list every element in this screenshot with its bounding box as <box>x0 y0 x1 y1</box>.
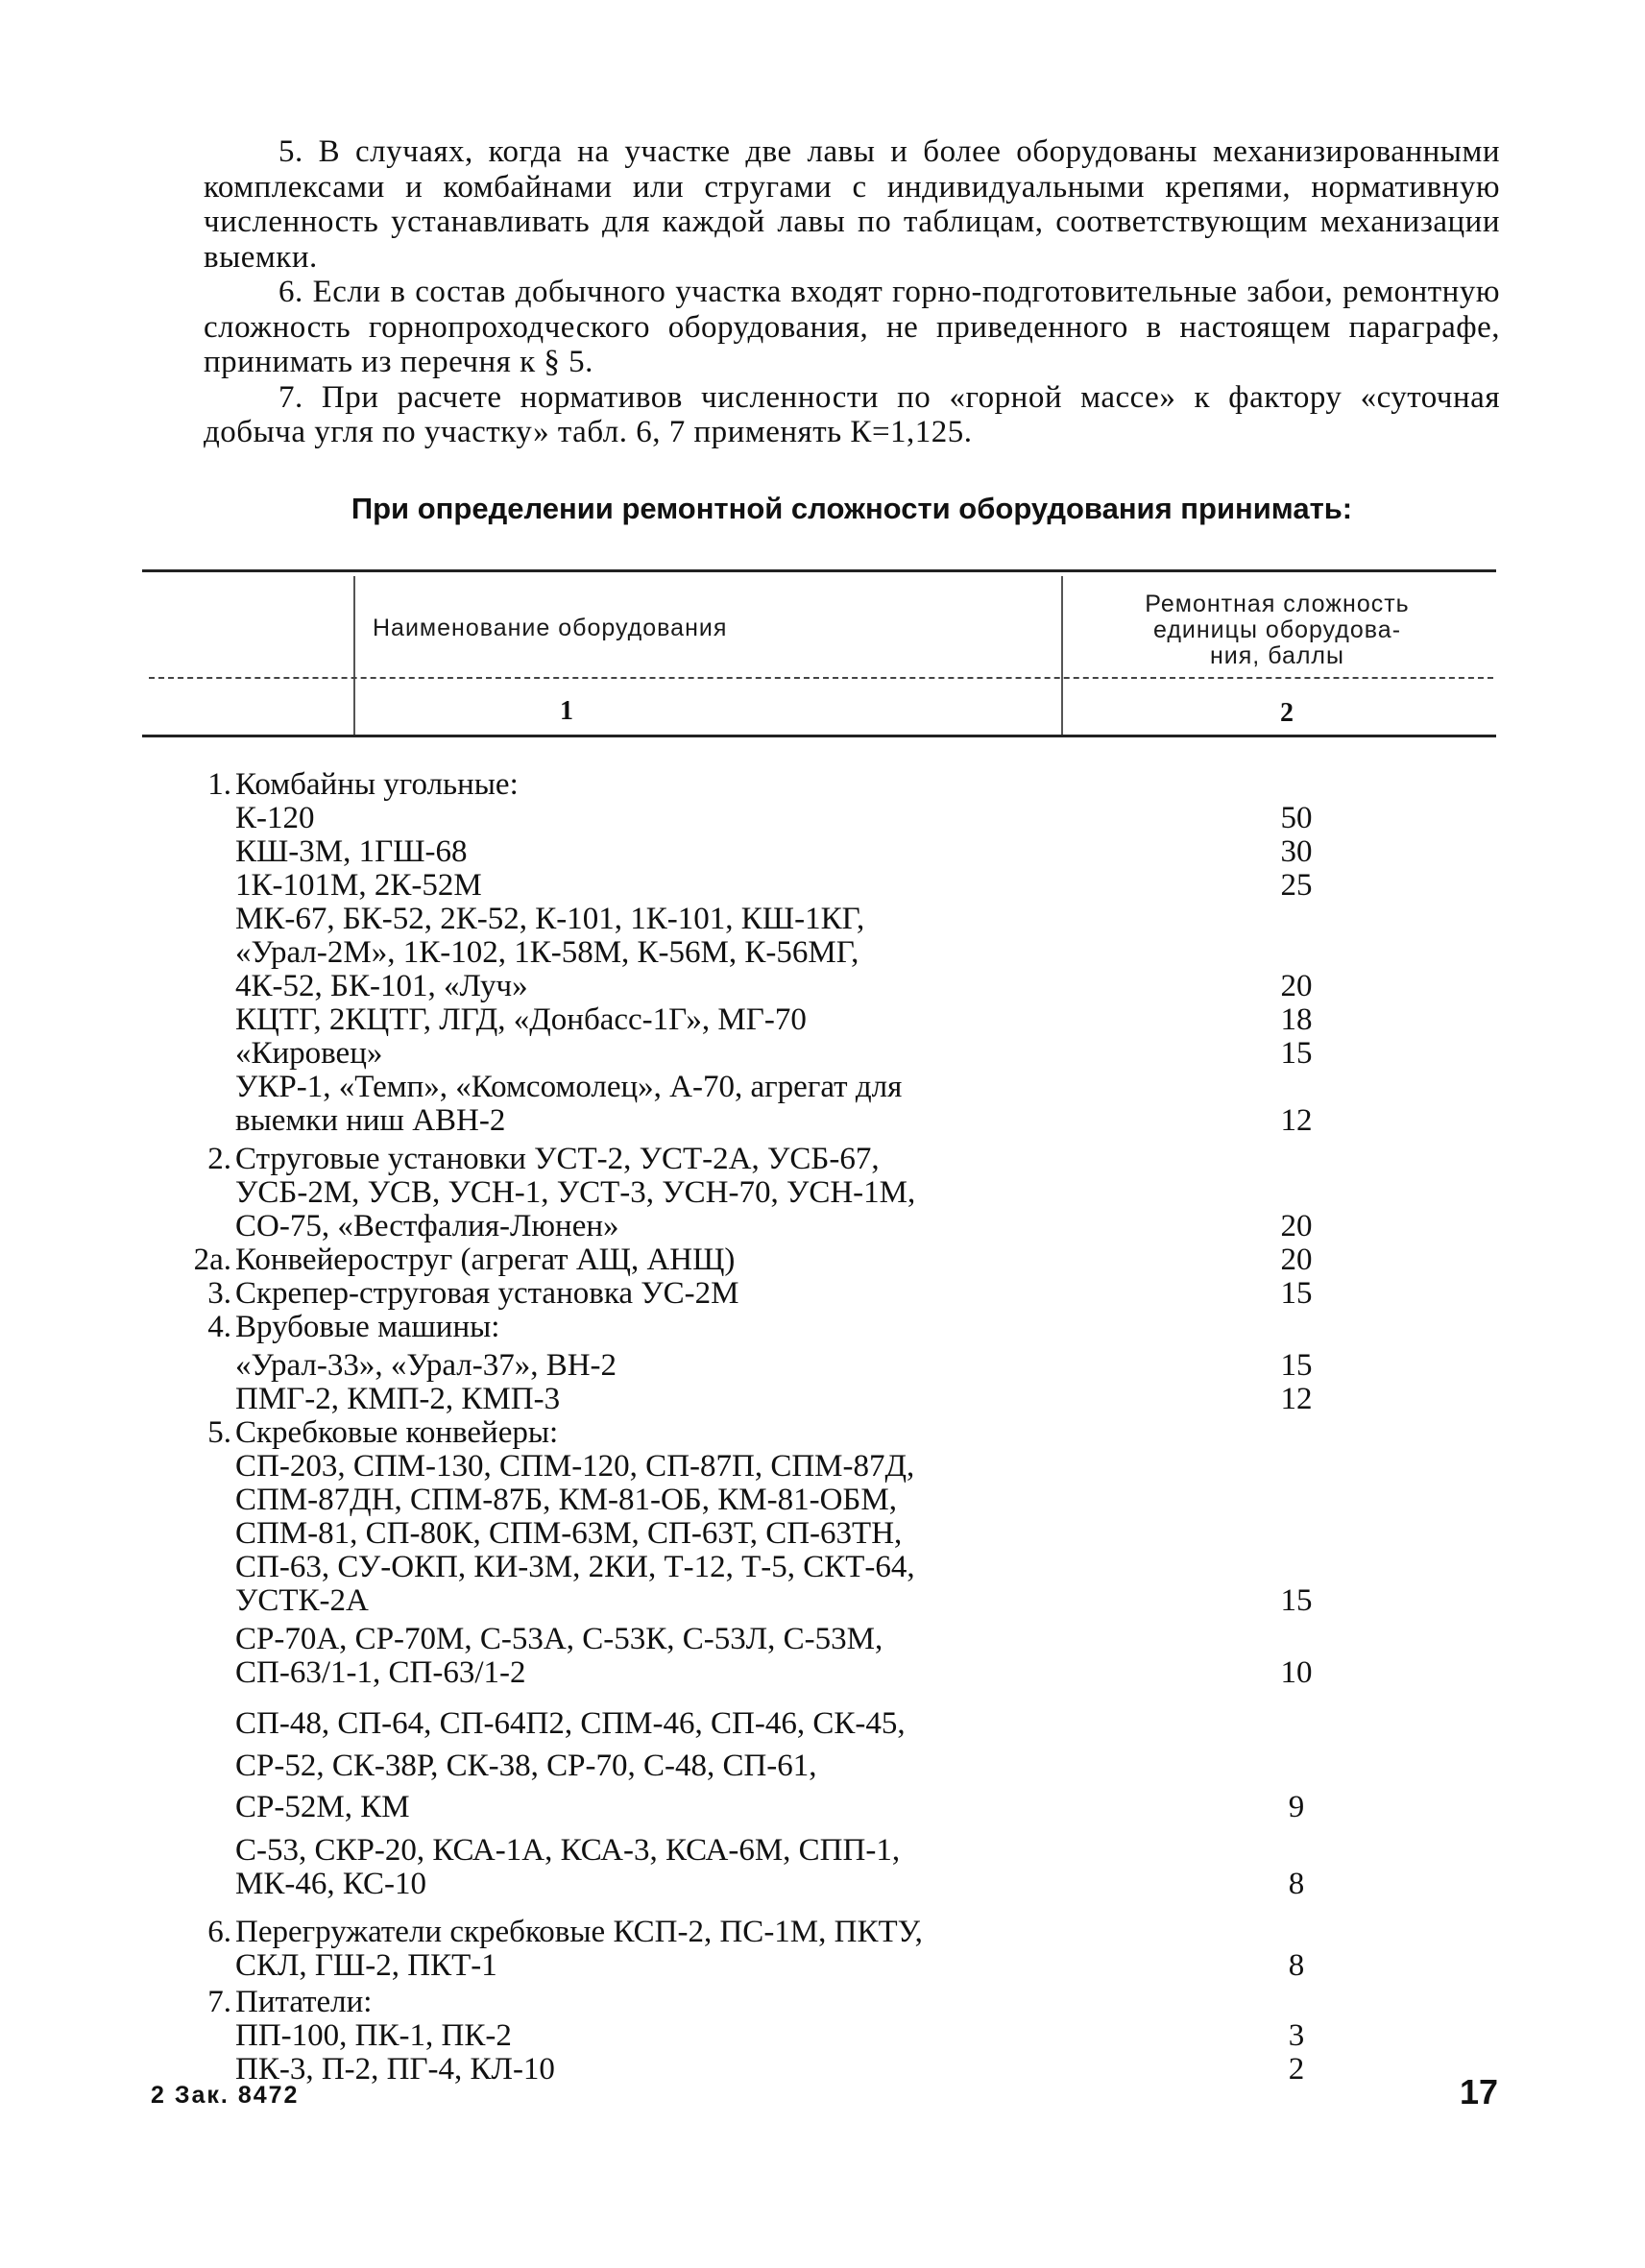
row-text: С-53, СКР-20, КСА-1А, КСА-3, КСА-6М, СПП-1, <box>235 1833 901 1868</box>
row-text: СП-63, СУ-ОКП, КИ-3М, 2КИ, Т-12, Т-5, СКТ-64, <box>235 1550 915 1584</box>
row-value: 20 <box>1280 1243 1313 1277</box>
paragraph-6: 6. Если в состав добычного участка входят горно-подготовительные забои, ремонтную сложность горнопроходческого оборудования, не приведенного в настоящем параграфе, принимать из перечня к § 5. <box>204 275 1500 379</box>
row-text: СПМ-87ДН, СПМ-87Б, КМ-81-ОБ, КМ-81-ОБМ, <box>235 1483 897 1517</box>
row-value: 50 <box>1280 801 1313 835</box>
row-text: СР-52, СК-38Р, СК-38, СР-70, С-48, СП-61, <box>235 1749 817 1783</box>
row-value: 15 <box>1280 1036 1313 1071</box>
column-number-1: 1 <box>560 696 573 726</box>
row-number: 2а. <box>193 1243 231 1277</box>
row-value: 3 <box>1288 2018 1305 2053</box>
header-divider-left <box>353 576 355 735</box>
row-text: 1К-101М, 2К-52М <box>235 868 482 903</box>
row-value: 9 <box>1288 1790 1305 1824</box>
table-top-rule <box>142 569 1496 572</box>
row-text: СР-70А, СР-70М, С-53А, С-53К, С-53Л, С-53М, <box>235 1622 883 1656</box>
row-text: УСТК-2А <box>235 1583 369 1618</box>
row-text: Струговые установки УСТ-2, УСТ-2А, УСБ-67, <box>235 1142 880 1176</box>
row-text: ПП-100, ПК-1, ПК-2 <box>235 2018 512 2053</box>
row-text: УСБ-2М, УСВ, УСН-1, УСТ-3, УСН-70, УСН-1М, <box>235 1175 916 1210</box>
row-value: 10 <box>1280 1655 1313 1690</box>
row-text: СР-52М, КМ <box>235 1790 410 1824</box>
row-text: СКЛ, ГШ-2, ПКТ-1 <box>235 1948 497 1983</box>
row-text: ПК-3, П-2, ПГ-4, КЛ-10 <box>235 2052 555 2087</box>
row-text: Скребковые конвейеры: <box>235 1415 559 1450</box>
row-text: Скрепер-струговая установка УС-2М <box>235 1276 739 1311</box>
row-text: УКР-1, «Темп», «Комсомолец», А-70, агрегат для <box>235 1070 903 1104</box>
row-text: «Урал-2М», 1К-102, 1К-58М, К-56М, К-56МГ, <box>235 935 859 970</box>
row-text: СО-75, «Вестфалия-Люнен» <box>235 1209 619 1243</box>
paragraph-5: 5. В случаях, когда на участке две лавы и более оборудованы механизированными комплексами и комбайнами или стругами с индивидуальными крепями, нормативную численность устанавливать для каждой лавы по таблицам, соответствующим механизации выемки. <box>204 134 1500 275</box>
row-value: 12 <box>1280 1382 1313 1416</box>
column-number-2: 2 <box>1280 698 1294 728</box>
row-text: МК-67, БК-52, 2К-52, К-101, 1К-101, КШ-1КГ, <box>235 902 865 936</box>
header-mid-rule <box>149 677 1493 679</box>
row-value: 8 <box>1288 1948 1305 1983</box>
row-text: Конвейероструг (агрегат АЩ, АНЩ) <box>235 1243 736 1277</box>
row-text: Питатели: <box>235 1985 373 2019</box>
row-value: 2 <box>1288 2052 1305 2087</box>
row-text: СП-48, СП-64, СП-64П2, СПМ-46, СП-46, СК-45, <box>235 1706 906 1741</box>
paragraph-7: 7. При расчете нормативов численности по «горной массе» к фактору «суточная добыча угля по участку» табл. 6, 7 применять К=1,125. <box>204 379 1500 449</box>
intro-paragraphs <box>204 134 1500 450</box>
page-number: 17 <box>1460 2072 1499 2111</box>
header-divider-right <box>1061 576 1063 735</box>
row-text: «Урал-33», «Урал-37», ВН-2 <box>235 1348 617 1383</box>
row-number: 4. <box>207 1310 231 1344</box>
row-number: 3. <box>207 1276 231 1311</box>
header-equipment-name: Наименование оборудования <box>373 615 728 641</box>
row-number: 2. <box>207 1142 231 1176</box>
row-text: МК-46, КС-10 <box>235 1867 427 1901</box>
row-text: «Кировец» <box>235 1036 383 1071</box>
header-bottom-rule <box>142 735 1496 737</box>
header-col2-line2: единицы оборудова- <box>1152 616 1402 643</box>
row-value: 15 <box>1280 1348 1313 1383</box>
row-text: СП-63/1-1, СП-63/1-2 <box>235 1655 526 1690</box>
row-value: 20 <box>1280 969 1313 1003</box>
header-col2-line3: ния, баллы <box>1210 642 1344 669</box>
header-repair-complexity <box>1076 591 1479 669</box>
row-value: 30 <box>1280 834 1313 869</box>
row-value: 15 <box>1280 1276 1313 1311</box>
row-text: Врубовые машины: <box>235 1310 500 1344</box>
table-caption: При определении ремонтной сложности оборудования принимать: <box>351 492 1353 525</box>
row-text: 4К-52, БК-101, «Луч» <box>235 969 528 1003</box>
row-text: ПМГ-2, КМП-2, КМП-3 <box>235 1382 561 1416</box>
row-text: СПМ-81, СП-80К, СПМ-63М, СП-63Т, СП-63ТН, <box>235 1516 903 1551</box>
row-number: 1. <box>207 767 231 802</box>
print-order-note: 2 Зак. 8472 <box>151 2082 300 2109</box>
row-value: 15 <box>1280 1583 1313 1618</box>
row-text: Комбайны угольные: <box>235 767 519 802</box>
row-text: СП-203, СПМ-130, СПМ-120, СП-87П, СПМ-87Д, <box>235 1449 915 1484</box>
row-number: 7. <box>207 1985 231 2019</box>
row-value: 25 <box>1280 868 1313 903</box>
row-text: КЦТГ, 2КЦТГ, ЛГД, «Донбасс-1Г», МГ-70 <box>235 1002 807 1037</box>
row-value: 18 <box>1280 1002 1313 1037</box>
row-value: 12 <box>1280 1103 1313 1138</box>
row-text: выемки ниш АВН-2 <box>235 1103 506 1138</box>
row-text: Перегружатели скребковые КСП-2, ПС-1М, ПКТУ, <box>235 1915 923 1949</box>
row-value: 8 <box>1288 1867 1305 1901</box>
row-number: 6. <box>207 1915 231 1949</box>
row-value: 20 <box>1280 1209 1313 1243</box>
row-number: 5. <box>207 1415 231 1450</box>
header-col2-line1: Ремонтная сложность <box>1145 591 1410 617</box>
row-text: К-120 <box>235 801 315 835</box>
row-text: КШ-3М, 1ГШ-68 <box>235 834 468 869</box>
